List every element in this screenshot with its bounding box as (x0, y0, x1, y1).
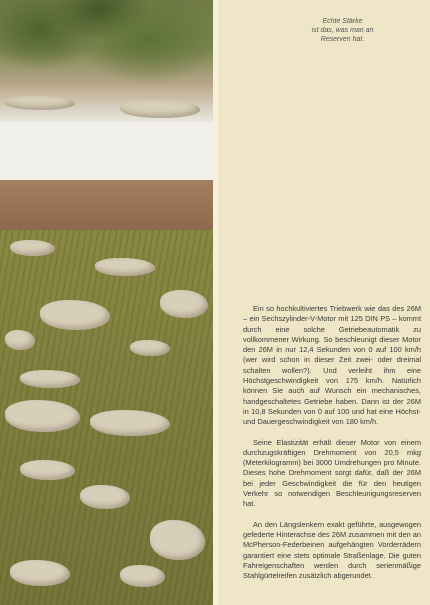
photo-caption (270, 17, 415, 44)
dirt-shoulder (0, 180, 213, 230)
rock (150, 520, 205, 560)
rock (5, 400, 80, 432)
rock (10, 240, 55, 256)
rock (20, 460, 75, 480)
article-body (243, 304, 421, 591)
caption-line: Reserven hat. (320, 36, 365, 43)
rock (5, 330, 35, 350)
rock (90, 410, 170, 436)
rock (80, 485, 130, 509)
rock (10, 560, 70, 586)
road-surface (0, 122, 213, 180)
landscape-photo (0, 0, 213, 605)
caption-line: Echte Stärke (322, 18, 363, 25)
paragraph: An den Längslenkern exakt geführte, ausgewogen gefederte Hinterachse des 26M zusammen mit den an McPherson-Federbeinen aufgehängten Vorderrädern garantiert eine stets optimale Straßenlage. Die guten Fahreigenschaften werden durch serienmäßige Stahlgürtelreifen zusätzlich abgerundet. (243, 519, 421, 581)
caption-line: ist das, was man an (311, 27, 374, 34)
page-gutter (213, 0, 218, 605)
paragraph: Ein so hochkultiviertes Triebwerk wie das des 26M – ein Sechszylinder-V-Motor mit 125 DIN PS – kommt durch eine solche Getriebeautomatik zu vollkommener Wirkung. So beschleunigt dieser Motor den 26M in nur 12,4 Sekunden von 0 auf 100 km/h (wer wird schon in dieser Zeit zwei- oder dreimal schalten wollen?). Und verleiht ihm eine Höchstgeschwindigkeit von 175 km/h. Natürlich können Sie auch auf Wunsch ein mechanisches, handgeschaltetes Getriebe haben. Dann ist der 26M in 10,8 Sekunden von 0 auf 100 und hat eine Höchst- und Dauergeschwindigkeit von 180 km/h. (243, 304, 421, 427)
rock (40, 300, 110, 330)
paragraph: Seine Elastizität erhält dieser Motor von einem durchzugskräftigen Drehmoment von 20,5 mkg (Meterkilogramm) bei 3000 Umdrehungen pro Minute. Dieses hohe Drehmoment sorgt dafür, daß der 26M bei jeder Geschwindigkeit die für den heutigen Verkehr so notwendigen Beschleunigungsreserven hat. (243, 437, 421, 509)
rock (20, 370, 80, 388)
rock (5, 96, 75, 110)
rock (120, 100, 200, 118)
rock (130, 340, 170, 356)
rock (95, 258, 155, 276)
rock (160, 290, 208, 318)
rock (120, 565, 165, 587)
vegetation-area (0, 0, 213, 85)
